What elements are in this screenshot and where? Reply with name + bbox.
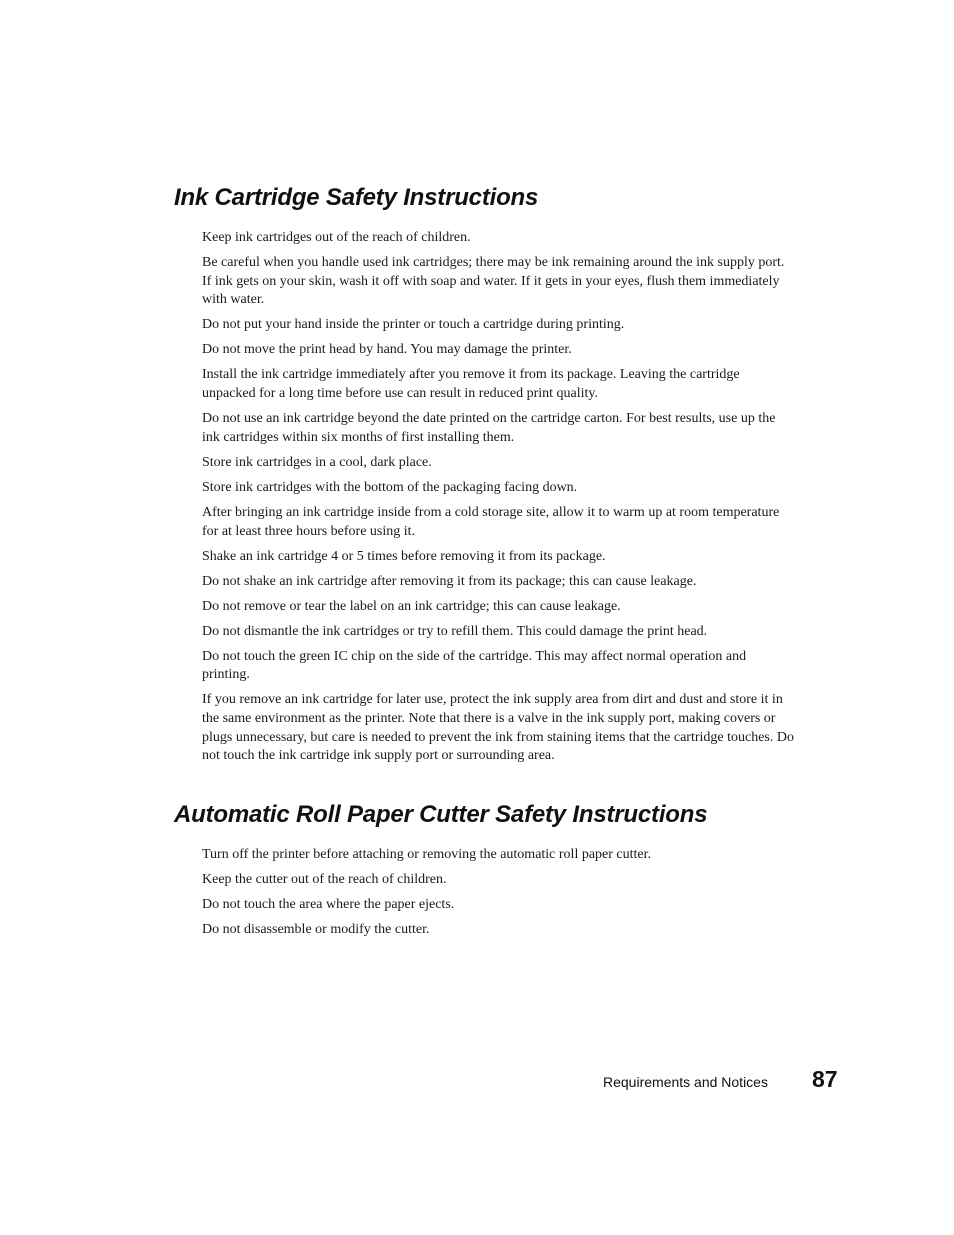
- instruction-item: Install the ink cartridge immediately after you remove it from its package. Leaving the cartridge unpacked for a long time before use can result in reduced print quality.: [202, 367, 740, 402]
- instruction-item: If you remove an ink cartridge for later use, protect the ink supply area from dirt and dust and store it in the same environment as the printer. Note that there is a valve in the ink supply port, making covers or plugs unnecessary, but care is needed to prevent the ink from staining items that the cartridge touches. Do not touch the ink cartridge ink supply port or surrounding area.: [202, 692, 794, 764]
- footer-chapter-title: Requirements and Notices: [603, 1074, 768, 1090]
- instruction-item: Keep the cutter out of the reach of children.: [202, 872, 447, 887]
- instruction-item: Be careful when you handle used ink cartridges; there may be ink remaining around the ink supply port. If ink gets on your skin, wash it off with soap and water. If it gets in your eyes, flush them immediately with water.: [202, 255, 785, 308]
- instruction-item: Do not shake an ink cartridge after removing it from its package; this can cause leakage.: [202, 573, 697, 589]
- instruction-item: Do not move the print head by hand. You may damage the printer.: [202, 342, 572, 358]
- instruction-item: Do not disassemble or modify the cutter.: [202, 922, 430, 937]
- instruction-item: Do not dismantle the ink cartridges or try to refill them. This could damage the print head.: [202, 623, 708, 639]
- page-number: 87: [812, 1066, 838, 1092]
- instruction-item: Shake an ink cartridge 4 or 5 times before removing it from its package.: [202, 548, 606, 564]
- instruction-item: Do not put your hand inside the printer or touch a cartridge during printing.: [202, 317, 625, 333]
- section-heading-roll-paper-cutter: Automatic Roll Paper Cutter Safety Instructions: [174, 801, 708, 828]
- instruction-item: Do not remove or tear the label on an ink cartridge; this can cause leakage.: [202, 598, 621, 614]
- instruction-item: Keep ink cartridges out of the reach of children.: [202, 230, 471, 245]
- instruction-item: Store ink cartridges in a cool, dark place.: [202, 454, 432, 470]
- instruction-item: Store ink cartridges with the bottom of the packaging facing down.: [202, 479, 578, 495]
- section-heading-ink-cartridge: Ink Cartridge Safety Instructions: [174, 184, 539, 211]
- instruction-item: Do not touch the green IC chip on the side of the cartridge. This may affect normal operation and printing.: [202, 648, 747, 683]
- cutter-instruction-list: [202, 846, 794, 946]
- instruction-item: Turn off the printer before attaching or removing the automatic roll paper cutter.: [202, 847, 652, 862]
- instruction-item: Do not touch the area where the paper ejects.: [202, 897, 455, 912]
- instruction-item: Do not use an ink cartridge beyond the date printed on the cartridge carton. For best results, use up the ink cartridges within six months of first installing them.: [202, 411, 776, 445]
- instruction-item: After bringing an ink cartridge inside from a cold storage site, allow it to warm up at room temperature for at least three hours before using it.: [202, 504, 780, 539]
- ink-cartridge-instruction-list: [202, 229, 794, 772]
